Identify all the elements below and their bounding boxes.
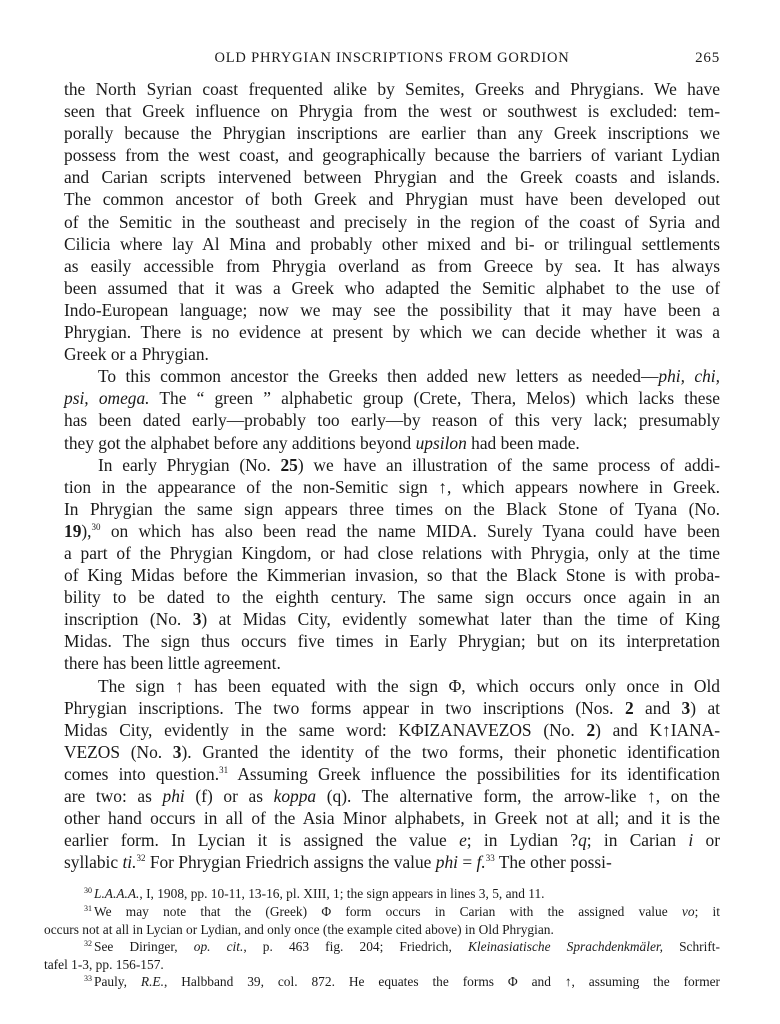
paragraph-3: In early Phrygian (No. 25) we have an illustration of the same process of addi- tion in the appearance of the non-Semitic sign ↑, which appears nowhere in Greek. In Phrygian the same sign appears three times on the Black Stone of Tyana (No. 19),$^{30}$ on which has also been read the name MIDA. Surely Tyana could have been a part of the Phrygian Kingdom, or had close relations with Phrygia, only at the time of King Midas before the Kimmerian invasion, so that the Black Stone is with proba- bility to be dated to the eighth century. The same sign occurs once again in an inscription (No. 3) at Midas City, evidently somewhat later than the time of King Midas. The sign thus occurs five times in Early Phrygian; but on its interpretation there has been little agreement. [64,454,720,674]
footnote-ref-30: 30 [91,521,101,532]
footnote-ref-32: 32 [136,853,146,864]
paragraph-1: the North Syrian coast frequented alike by Semites, Greeks and Phrygians. We have seen that Greek influence on Phrygia from the west or southwest is excluded: tem- porally because the Phrygian inscriptions are earlier than any Greek inscriptions we possess from the west coast, and geographically because the barriers of variant Lydian and Carian scripts intervened between Phrygian and the Greek coasts and islands. The common ancestor of both Greek and Phrygian must have been developed out of the Semitic in the southeast and precisely in the region of the coast of Syria and Cilicia where lay Al Mina and probably other mixed and bi- or trilingual settlements as easily accessible from Phrygia overland as from Greece by sea. It has always been assumed that it was a Greek who adapted the Semitic alphabet to the use of Indo-European language; now we may see the possibility that it may have been a Phrygian. There is no evidence at present by which we can decide whether it was a Greek or a Phrygian. [64,79,720,365]
paragraph-2: To this common ancestor the Greeks then added new letters as needed—phi, chi, psi, omega. The “ green ” alphabetic group (Crete, Thera, Melos) which lacks these has been dated early—probably too early—by reason of this very lack; presumably they got the alphabet before any additions beyond upsilon had been made. [64,366,721,453]
page-number: 265 [695,50,720,66]
footnotes [44,885,721,991]
footnote-ref-31: 31 [219,764,229,775]
running-title: OLD PHRYGIAN INSCRIPTIONS FROM GORDION [214,50,570,66]
running-header [64,50,720,78]
footnote-ref-33: 33 [485,853,495,864]
footnote-31: $^{31}$ We may note that the (Greek) Φ form occurs in Carian with the assigned value vo; it occurs not at all in Lycian or Lydian, and only once (the example cited above) in Old Phrygian. [44,903,720,937]
footnote-32: $^{32}$ See Diringer, op. cit., p. 463 fig. 204; Friedrich, Kleinasiatische Sprachdenkmäler, Schrift- tafel 1-3, pp. 156-157. [44,939,720,972]
page [44,50,721,991]
paragraph-4: The sign ↑ has been equated with the sign Φ, which occurs only once in Old Phrygian inscriptions. The two forms appear in two inscriptions (Nos. 2 and 3) at Midas City, evidently in the same word: KΦIZANAVEZOS (No. 2) and K↑IANA- VEZOS (No. 3). Granted the identity of the two forms, their phonetic identification comes into question.$^{31}$ Assuming Greek influence the possibilities for its identification are two: as phi (f) or as koppa (q). The alternative form, the arrow-like ↑, on the other hand occurs in all of the Asia Minor alphabets, in Greek not at all; and it is the earlier form. In Lycian it is assigned the value e; in Lydian ?q; in Carian i or syllabic ti.$^{32}$ For Phrygian Friedrich assigns the value phi = f.$^{33}$ The other possi- [64,675,721,873]
footnote-33: $^{33}$ Pauly, R.E., Halbband 39, col. 872. He equates the forms Φ and ↑, assuming the former [84,974,721,990]
body-text [64,78,720,873]
footnote-30: $^{30}$ L.A.A.A., I, 1908, pp. 10-11, 13-16, pl. XIII, 1; the sign appears in lines 3, 5, and 11. [84,886,545,902]
